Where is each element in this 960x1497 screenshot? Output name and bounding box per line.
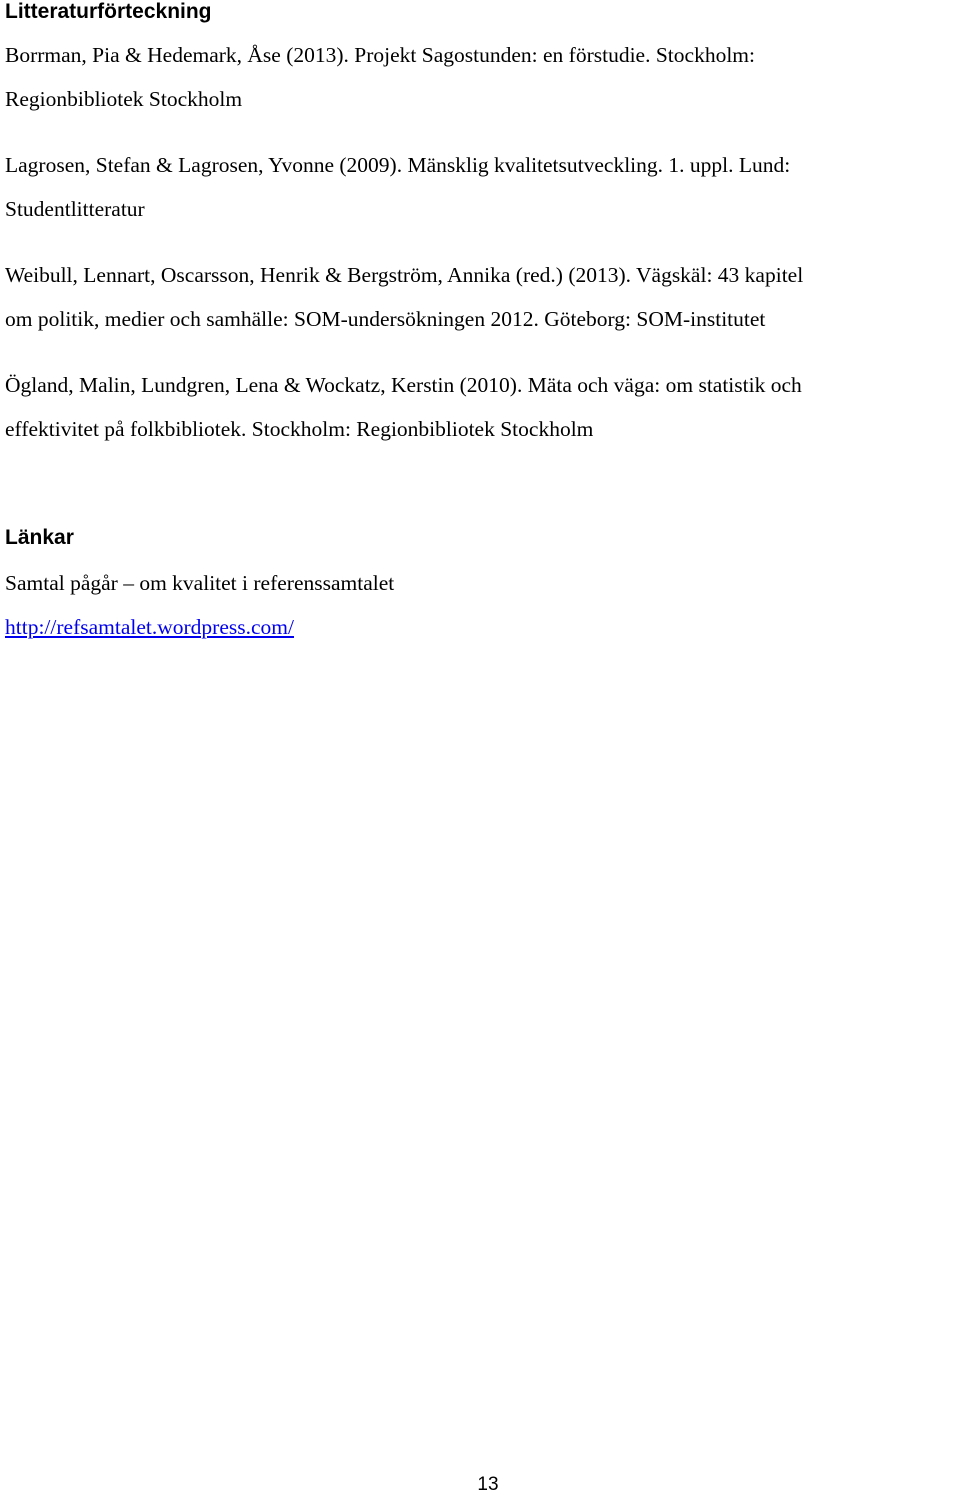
entry-line: Regionbibliotek Stockholm bbox=[5, 87, 243, 111]
entry-line: Weibull, Lennart, Oscarsson, Henrik & Bergström, Annika (red.) (2013). Vägskäl: 43 kapitel bbox=[5, 263, 804, 287]
entry-line: Ögland, Malin, Lundgren, Lena & Wockatz, Kerstin (2010). Mäta och väga: om statistik och bbox=[5, 373, 802, 397]
entry-line: Borrman, Pia & Hedemark, Åse (2013). Projekt Sagostunden: en förstudie. Stockholm: bbox=[5, 43, 755, 67]
page-number: 13 bbox=[477, 1474, 499, 1495]
entry-line: om politik, medier och samhälle: SOM-undersökningen 2012. Göteborg: SOM-institutet bbox=[5, 307, 766, 331]
entry-line: Lagrosen, Stefan & Lagrosen, Yvonne (2009). Mänsklig kvalitetsutveckling. 1. uppl. Lund: bbox=[5, 153, 791, 177]
links-heading: Länkar bbox=[5, 526, 74, 549]
entry-line: effektivitet på folkbibliotek. Stockholm: Regionbibliotek Stockholm bbox=[5, 417, 594, 441]
entry-line: Studentlitteratur bbox=[5, 197, 145, 221]
link-item-title: Samtal pågår – om kvalitet i referenssamtalet bbox=[5, 571, 395, 595]
link-item-url[interactable]: http://refsamtalet.wordpress.com/ bbox=[5, 615, 294, 639]
bibliography-heading: Litteraturförteckning bbox=[5, 0, 212, 23]
